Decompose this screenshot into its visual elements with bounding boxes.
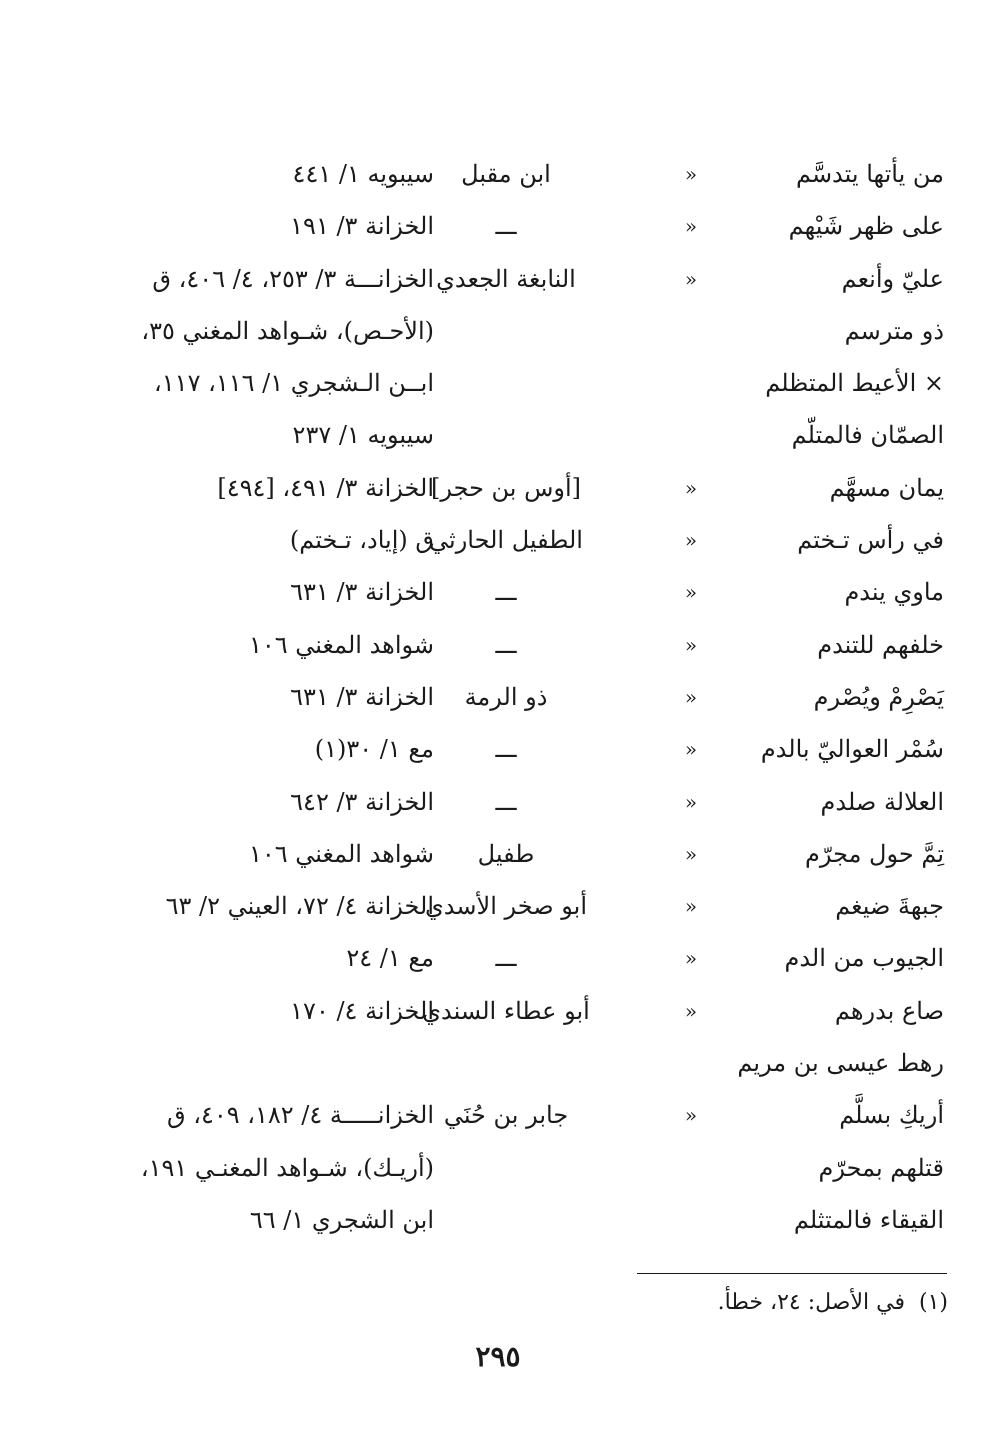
rhyme-cell: من يأتها يتدسَّم [795,160,944,188]
table-row [0,932,996,984]
source-cell: الخزانة ٣/ ١٩١ [290,212,434,241]
meter-mark: « [684,841,698,866]
poet-cell: جابر بن حُنَي [443,1101,569,1130]
source-cell: ابــن الـشجري ١/ ١١٦، ١١٧، [154,369,434,398]
rhyme-cell: يَصْرِمْ ويُصْرم [813,682,944,711]
table-row [0,1194,996,1246]
poet-cell: ـــ [495,578,517,607]
meter-mark: « [684,684,698,709]
rhyme-cell: على ظهر شَيْهم [788,212,944,241]
poet-cell: طفيل [477,839,535,868]
rhyme-cell: في رأس تـختم [797,526,944,555]
meter-mark: « [684,266,698,291]
source-cell: سيبويه ١/ ٢٣٧ [292,421,434,450]
table-row [0,776,996,828]
rhyme-cell: الجيوب من الدم [784,944,944,973]
source-cell: شواهد المغني ١٠٦ [248,630,434,659]
source-cell: مع ١/ ٢٤ [346,944,434,973]
footnote [718,1285,948,1321]
footnote-text: في الأصل: ٢٤، خطأ. [717,1290,905,1315]
table-row [0,148,996,200]
source-cell: (أريـك)، شـواهد المغنـي ١٩١، [140,1153,434,1182]
poet-cell: ـــ [495,787,517,816]
rhyme-cell: القيقاء فالمتثلم [793,1205,944,1234]
source-cell: مع ١/ ٣٠(١) [314,735,434,764]
table-row [0,305,996,357]
poet-cell: [أوس بن حجر] [430,473,582,502]
rhyme-cell: ماوي يندم [844,578,944,607]
source-cell: الخزانة ٣/ ٦٣١ [290,682,434,711]
table-row [0,1089,996,1141]
rhyme-cell: الصمّان فالمتلّم [791,421,944,450]
source-cell: ابن الشجري ١/ ٦٦ [249,1205,434,1234]
source-cell: (الأحـص)، شـواهد المغني ٣٥، [141,316,434,345]
table-row [0,880,996,932]
rhyme-cell: جبهةَ ضيغم [835,892,944,921]
meter-mark: « [684,737,698,762]
meter-mark: « [684,789,698,814]
poet-cell: أبو صخر الأسدي [425,892,587,921]
rhyme-cell: يمان مسهَّم [829,473,944,502]
table-row [0,566,996,618]
poet-cell: ـــ [495,735,517,764]
meter-mark: « [684,632,698,657]
meter-mark: « [684,162,698,186]
table-row [0,253,996,305]
table-row [0,723,996,775]
meter-mark: « [684,998,698,1023]
source-cell: الخزانة ٣/ ٤٩١، [٤٩٤] [217,473,434,502]
source-cell: شواهد المغني ١٠٦ [248,839,434,868]
rhyme-cell: قتلهم بمحرّم [818,1153,944,1182]
footnote-divider [637,1273,947,1274]
rhyme-cell: رهط عيسى بن مريم [737,1049,944,1078]
footnote-mark: (١) [918,1290,948,1315]
table-row [0,514,996,566]
meter-mark: « [684,1103,698,1128]
rhyme-cell: العلالة صلدم [820,787,944,816]
rhyme-cell: صاع بدرهم [834,996,944,1025]
rhyme-cell: عليّ وأنعم [841,264,944,293]
meter-mark: « [684,528,698,553]
source-cell: الخزانـــة ٣/ ٢٥٣، ٤/ ٤٠٦، ق [152,264,434,293]
table-row [0,462,996,514]
source-cell: سيبويه ١/ ٤٤١ [292,160,434,188]
poet-cell: ذو الرمة [464,682,548,711]
rhyme-cell: خلفهم للتندم [817,630,944,659]
rhyme-cell: سُمْر العواليّ بالدم [760,735,944,764]
source-cell: الخزانة ٤/ ٧٢، العيني ٢/ ٦٣ [165,892,434,921]
poet-cell: النابغة الجعدي [436,264,576,293]
poet-cell: ـــ [495,944,517,973]
rhyme-cell: تِمَّ حول مجرّم [804,839,944,868]
poet-cell: ـــ [495,212,517,241]
rhyme-cell: ذو مترسم [844,316,944,345]
source-cell: ق (إياد، تـختم) [289,526,434,555]
table-row [0,409,996,461]
source-cell: الخزانـــــة ٤/ ١٨٢، ٤٠٩، ق [166,1101,434,1130]
table-row [0,828,996,880]
poet-cell: ـــ [495,630,517,659]
source-cell: الخزانة ٤/ ١٧٠ [290,996,434,1025]
table-row [0,200,996,252]
meter-mark: « [684,946,698,971]
rhyme-cell: أريكِ بسلَّم [839,1101,944,1130]
poet-cell: أبو عطاء السندي [422,996,590,1025]
poet-cell: ابن مقبل [461,160,551,188]
verse-index-table [0,148,996,1246]
meter-mark: « [684,894,698,919]
table-row [0,985,996,1037]
source-cell: الخزانة ٣/ ٦٣١ [290,578,434,607]
meter-mark: « [684,580,698,605]
page-number: ٢٩٥ [475,1340,521,1373]
table-row [0,1142,996,1194]
poet-cell: الطفيل الحارثي [429,526,583,555]
rhyme-cell: × الأعيط المتظلم [765,369,944,398]
source-cell: الخزانة ٣/ ٦٤٢ [290,787,434,816]
meter-mark: « [684,475,698,500]
table-row [0,671,996,723]
table-row [0,619,996,671]
table-row [0,357,996,409]
meter-mark: « [684,214,698,239]
table-row [0,1037,996,1089]
